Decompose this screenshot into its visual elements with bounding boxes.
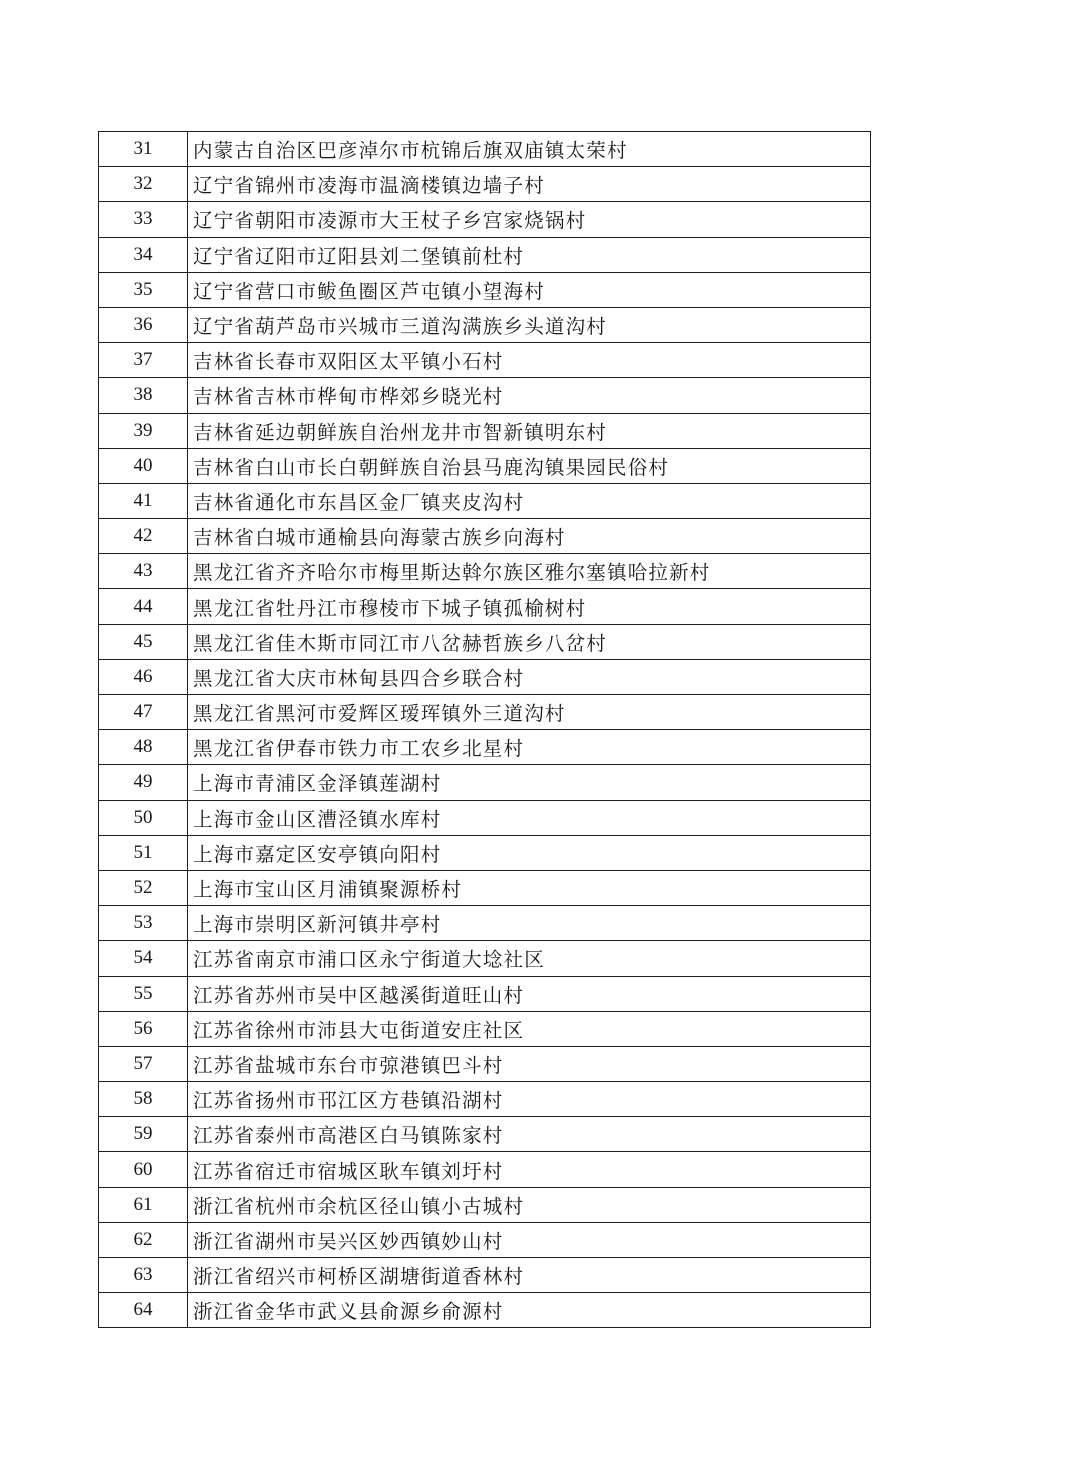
row-number: 43 — [99, 554, 188, 589]
table-row — [99, 413, 871, 448]
village-name: 江苏省徐州市沛县大屯街道安庄社区 — [188, 1011, 871, 1046]
row-number: 38 — [99, 378, 188, 413]
row-number: 60 — [99, 1152, 188, 1187]
table-row — [99, 835, 871, 870]
table-row — [99, 448, 871, 483]
table-row — [99, 132, 871, 167]
village-name: 上海市宝山区月浦镇聚源桥村 — [188, 870, 871, 905]
row-number: 62 — [99, 1222, 188, 1257]
table-row — [99, 1046, 871, 1081]
table-row — [99, 1293, 871, 1328]
row-number: 35 — [99, 272, 188, 307]
table-row — [99, 1222, 871, 1257]
village-name: 上海市崇明区新河镇井亭村 — [188, 906, 871, 941]
village-name: 江苏省南京市浦口区永宁街道大埝社区 — [188, 941, 871, 976]
table-row — [99, 1152, 871, 1187]
row-number: 32 — [99, 167, 188, 202]
village-name: 吉林省吉林市桦甸市桦郊乡晓光村 — [188, 378, 871, 413]
row-number: 48 — [99, 730, 188, 765]
table-row — [99, 765, 871, 800]
row-number: 42 — [99, 519, 188, 554]
row-number: 59 — [99, 1117, 188, 1152]
row-number: 63 — [99, 1258, 188, 1293]
row-number: 64 — [99, 1293, 188, 1328]
table-row — [99, 976, 871, 1011]
village-name: 江苏省盐城市东台市弶港镇巴斗村 — [188, 1046, 871, 1081]
table-row — [99, 659, 871, 694]
village-name: 黑龙江省牡丹江市穆棱市下城子镇孤榆树村 — [188, 589, 871, 624]
table-row — [99, 378, 871, 413]
row-number: 58 — [99, 1082, 188, 1117]
table-row — [99, 695, 871, 730]
table-row — [99, 941, 871, 976]
row-number: 31 — [99, 132, 188, 167]
village-name: 吉林省白山市长白朝鲜族自治县马鹿沟镇果园民俗村 — [188, 448, 871, 483]
row-number: 54 — [99, 941, 188, 976]
village-name: 浙江省杭州市余杭区径山镇小古城村 — [188, 1187, 871, 1222]
village-name: 上海市嘉定区安亭镇向阳村 — [188, 835, 871, 870]
row-number: 44 — [99, 589, 188, 624]
village-name: 江苏省苏州市吴中区越溪街道旺山村 — [188, 976, 871, 1011]
row-number: 41 — [99, 483, 188, 518]
village-name: 浙江省绍兴市柯桥区湖塘街道香林村 — [188, 1258, 871, 1293]
table-row — [99, 1011, 871, 1046]
table-row — [99, 272, 871, 307]
table-row — [99, 307, 871, 342]
village-name: 黑龙江省齐齐哈尔市梅里斯达斡尔族区雅尔塞镇哈拉新村 — [188, 554, 871, 589]
village-name: 上海市青浦区金泽镇莲湖村 — [188, 765, 871, 800]
table-row — [99, 800, 871, 835]
row-number: 45 — [99, 624, 188, 659]
table-body — [99, 132, 871, 1328]
table-row — [99, 730, 871, 765]
row-number: 37 — [99, 343, 188, 378]
village-name: 上海市金山区漕泾镇水库村 — [188, 800, 871, 835]
village-name: 吉林省延边朝鲜族自治州龙井市智新镇明东村 — [188, 413, 871, 448]
table-row — [99, 343, 871, 378]
row-number: 55 — [99, 976, 188, 1011]
table-row — [99, 483, 871, 518]
table-row — [99, 624, 871, 659]
row-number: 47 — [99, 695, 188, 730]
village-list-table — [98, 131, 871, 1328]
village-name: 辽宁省辽阳市辽阳县刘二堡镇前杜村 — [188, 237, 871, 272]
row-number: 53 — [99, 906, 188, 941]
village-name: 吉林省长春市双阳区太平镇小石村 — [188, 343, 871, 378]
table-row — [99, 519, 871, 554]
row-number: 49 — [99, 765, 188, 800]
row-number: 57 — [99, 1046, 188, 1081]
village-name: 辽宁省锦州市凌海市温滴楼镇边墙子村 — [188, 167, 871, 202]
row-number: 52 — [99, 870, 188, 905]
table-row — [99, 167, 871, 202]
village-name: 黑龙江省黑河市爱辉区瑷珲镇外三道沟村 — [188, 695, 871, 730]
village-name: 吉林省通化市东昌区金厂镇夹皮沟村 — [188, 483, 871, 518]
table-row — [99, 906, 871, 941]
row-number: 34 — [99, 237, 188, 272]
village-name: 辽宁省营口市鲅鱼圈区芦屯镇小望海村 — [188, 272, 871, 307]
row-number: 36 — [99, 307, 188, 342]
row-number: 56 — [99, 1011, 188, 1046]
village-name: 黑龙江省佳木斯市同江市八岔赫哲族乡八岔村 — [188, 624, 871, 659]
village-name: 辽宁省朝阳市凌源市大王杖子乡宫家烧锅村 — [188, 202, 871, 237]
row-number: 51 — [99, 835, 188, 870]
table-row — [99, 554, 871, 589]
row-number: 33 — [99, 202, 188, 237]
village-name: 江苏省泰州市高港区白马镇陈家村 — [188, 1117, 871, 1152]
row-number: 40 — [99, 448, 188, 483]
row-number: 61 — [99, 1187, 188, 1222]
table-row — [99, 1082, 871, 1117]
village-name: 黑龙江省大庆市林甸县四合乡联合村 — [188, 659, 871, 694]
village-name: 江苏省扬州市邗江区方巷镇沿湖村 — [188, 1082, 871, 1117]
table-row — [99, 870, 871, 905]
row-number: 50 — [99, 800, 188, 835]
village-name: 辽宁省葫芦岛市兴城市三道沟满族乡头道沟村 — [188, 307, 871, 342]
village-name: 浙江省湖州市吴兴区妙西镇妙山村 — [188, 1222, 871, 1257]
row-number: 46 — [99, 659, 188, 694]
row-number: 39 — [99, 413, 188, 448]
village-name: 江苏省宿迁市宿城区耿车镇刘圩村 — [188, 1152, 871, 1187]
table-row — [99, 589, 871, 624]
village-name: 浙江省金华市武义县俞源乡俞源村 — [188, 1293, 871, 1328]
village-name: 吉林省白城市通榆县向海蒙古族乡向海村 — [188, 519, 871, 554]
table-row — [99, 1117, 871, 1152]
table-row — [99, 1187, 871, 1222]
table-row — [99, 237, 871, 272]
table-row — [99, 202, 871, 237]
village-name: 内蒙古自治区巴彦淖尔市杭锦后旗双庙镇太荣村 — [188, 132, 871, 167]
village-name: 黑龙江省伊春市铁力市工农乡北星村 — [188, 730, 871, 765]
table-row — [99, 1258, 871, 1293]
